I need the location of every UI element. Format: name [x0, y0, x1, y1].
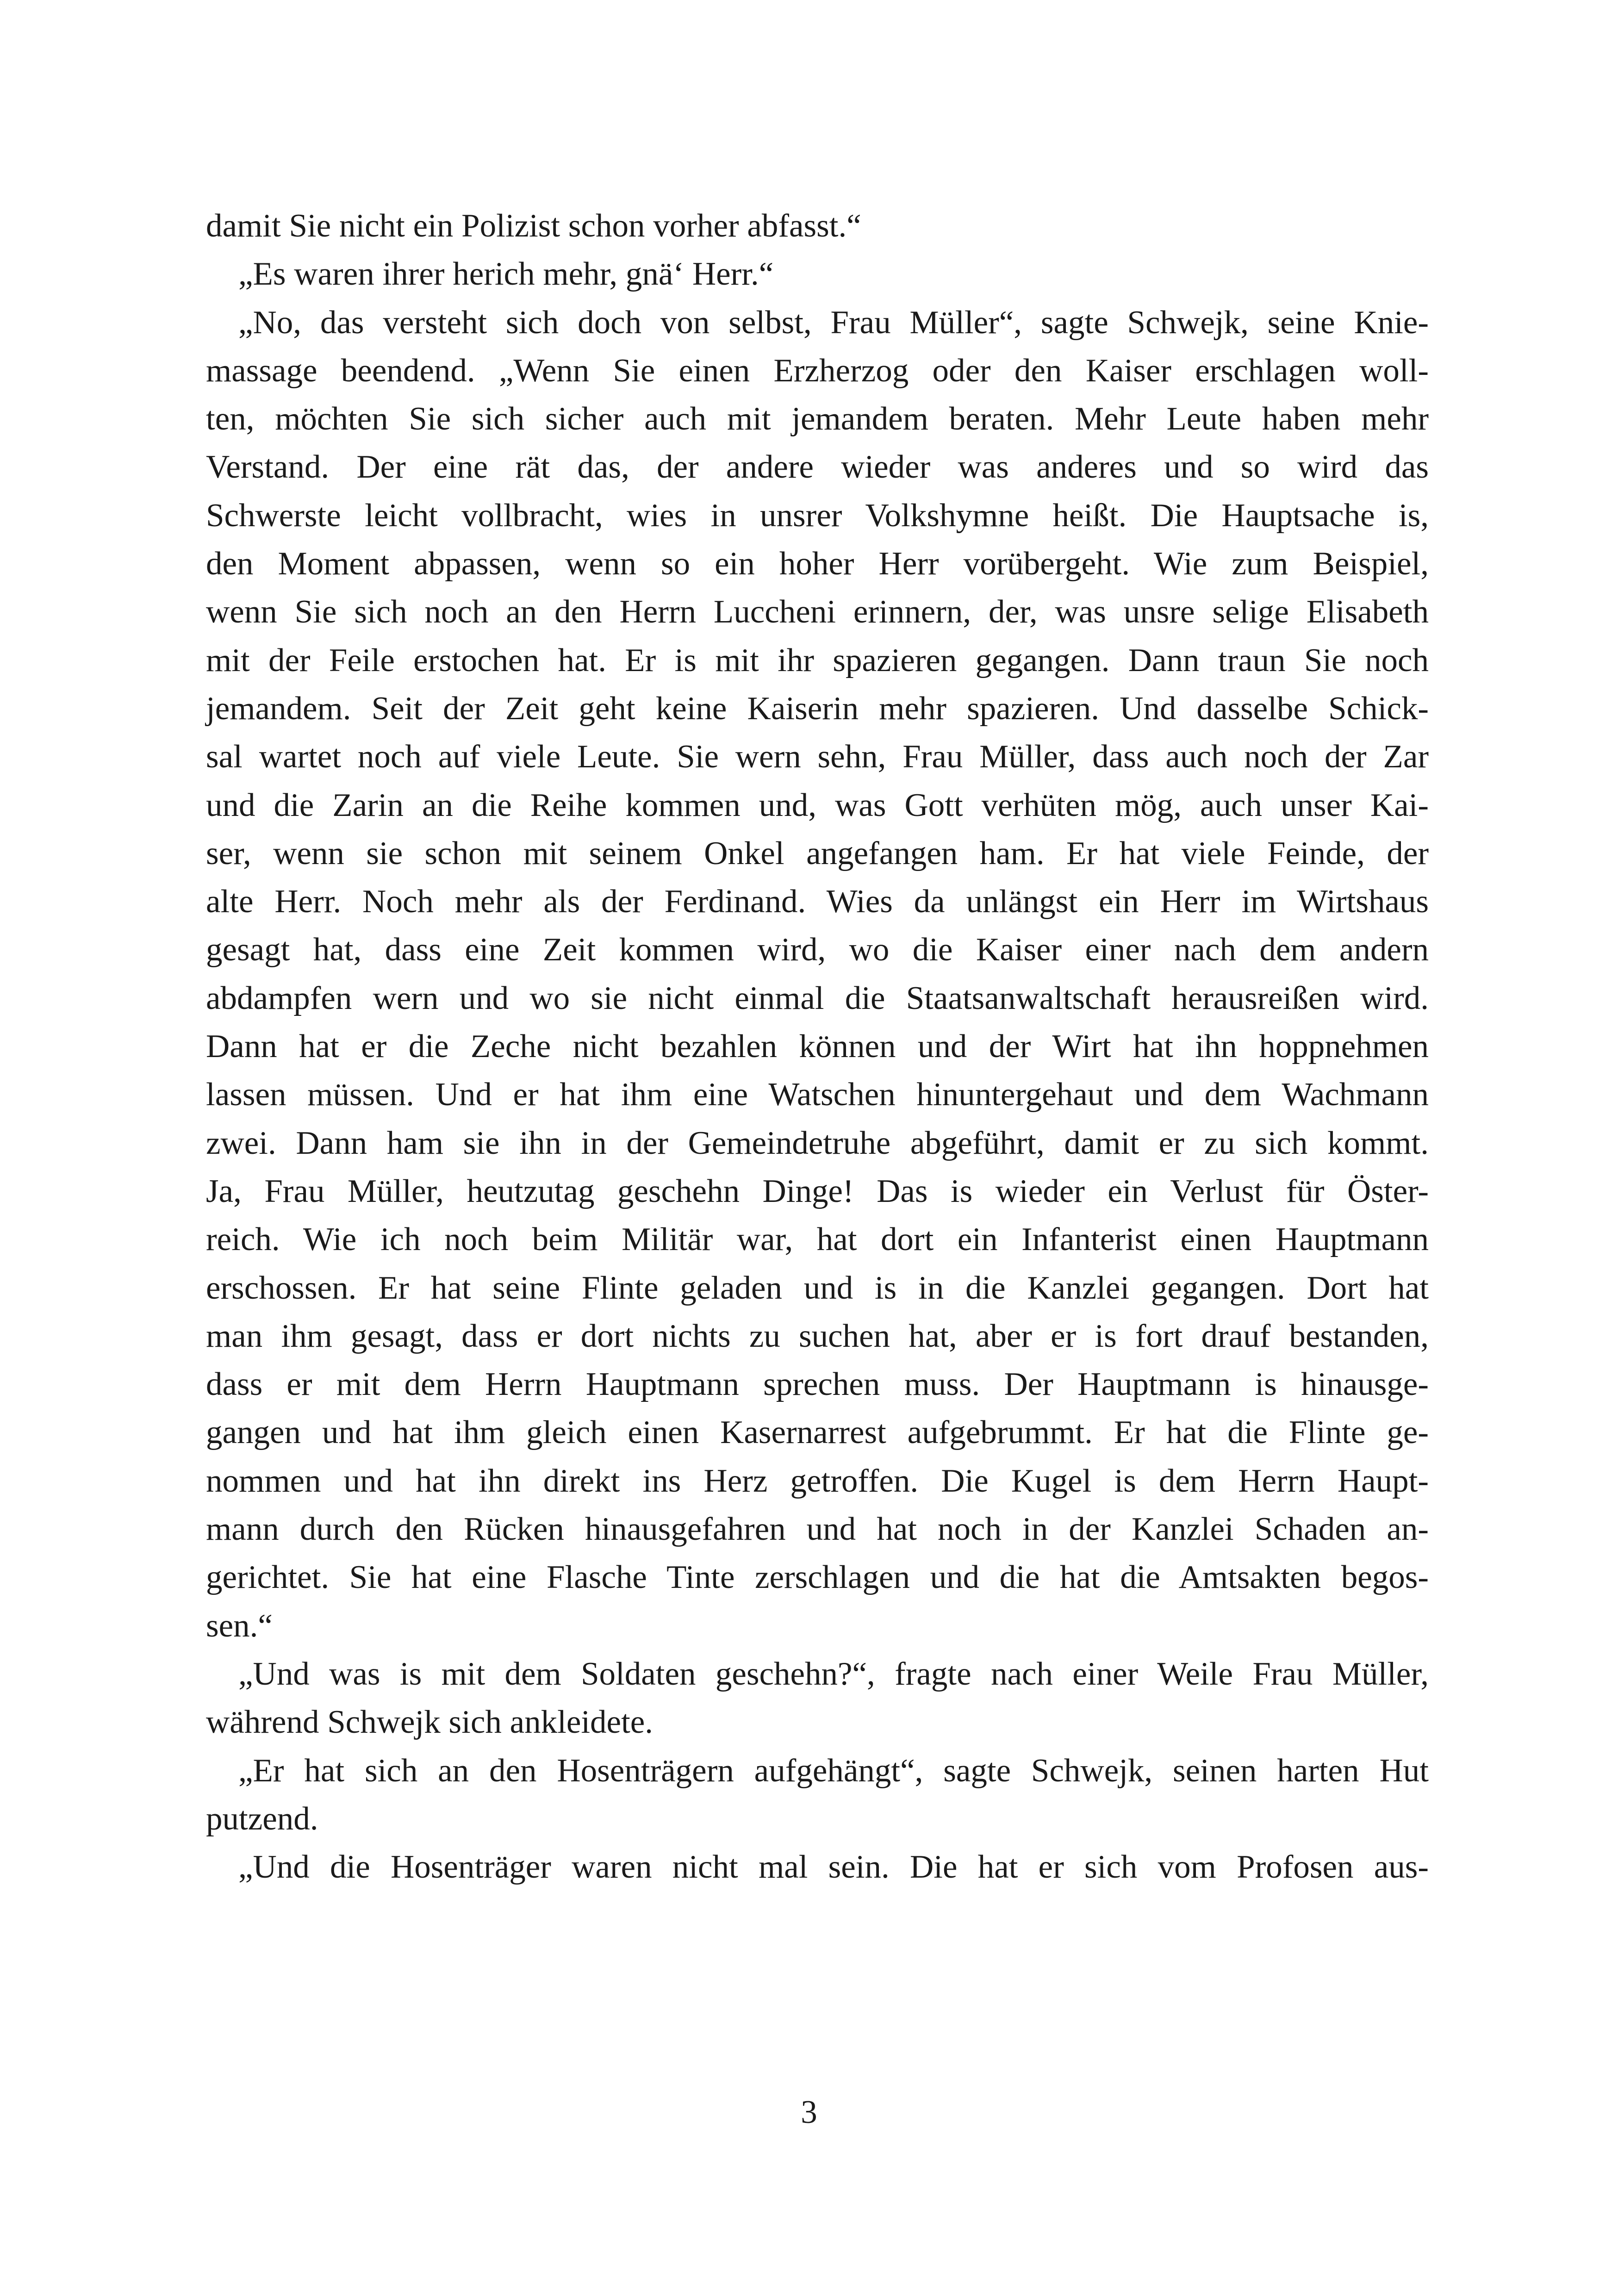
text-line: man ihm gesagt, dass er dort nichts zu suchen hat, aber er is fort drauf bestanden, [206, 1318, 1429, 1354]
text-line: „Und was is mit dem Soldaten geschehn?“, fragte nach einer Weile Frau Müller, [238, 1655, 1429, 1692]
text-line: gesagt hat, dass eine Zeit kommen wird, wo die Kaiser einer nach dem andern [206, 932, 1429, 968]
text-line: gerichtet. Sie hat eine Flasche Tinte zerschlagen und die hat die Amtsakten begos- [206, 1559, 1429, 1596]
text-line: abdampfen wern und wo sie nicht einmal die Staatsanwaltschaft herausreißen wird. [206, 980, 1429, 1016]
text-line: sal wartet noch auf viele Leute. Sie wern sehn, Frau Müller, dass auch noch der Zar [206, 739, 1429, 775]
text-line: gangen und hat ihm gleich einen Kasernarrest aufgebrummt. Er hat die Flinte ge- [206, 1414, 1429, 1451]
text-line: „Es waren ihrer herich mehr, gnä‘ Herr.“ [238, 256, 774, 292]
text-line: reich. Wie ich noch beim Militär war, hat dort ein Infanterist einen Hauptmann [206, 1221, 1429, 1258]
text-line: während Schwejk sich ankleidete. [206, 1704, 653, 1741]
page-number: 3 [801, 2094, 817, 2130]
text-line: Dann hat er die Zeche nicht bezahlen können und der Wirt hat ihn hoppnehmen [206, 1028, 1429, 1065]
text-line: „No, das versteht sich doch von selbst, Frau Müller“, sagte Schwejk, seine Knie- [238, 304, 1429, 341]
text-line: massage beendend. „Wenn Sie einen Erzherzog oder den Kaiser erschlagen woll- [206, 352, 1429, 389]
text-line: jemandem. Seit der Zeit geht keine Kaiserin mehr spazieren. Und dasselbe Schick- [206, 690, 1429, 727]
text-line: Ja, Frau Müller, heutzutag geschehn Dinge! Das is wieder ein Verlust für Öster- [206, 1173, 1429, 1209]
text-line: erschossen. Er hat seine Flinte geladen und is in die Kanzlei gegangen. Dort hat [206, 1269, 1429, 1306]
text-line: mann durch den Rücken hinausgefahren und hat noch in der Kanzlei Schaden an- [206, 1511, 1429, 1548]
text-line: Schwerste leicht vollbracht, wies in unsrer Volkshymne heißt. Die Hauptsache is, [206, 497, 1429, 534]
text-line: ser, wenn sie schon mit seinem Onkel angefangen ham. Er hat viele Feinde, der [206, 835, 1429, 871]
text-line: nommen und hat ihn direkt ins Herz getroffen. Die Kugel is dem Herrn Haupt- [206, 1462, 1429, 1499]
text-line: wenn Sie sich noch an den Herrn Luccheni erinnern, der, was unsre selige Elisabeth [206, 594, 1429, 630]
text-line: dass er mit dem Herrn Hauptmann sprechen muss. Der Hauptmann is hinausge- [206, 1366, 1429, 1403]
text-line: putzend. [206, 1800, 318, 1837]
text-line: zwei. Dann ham sie ihn in der Gemeindetruhe abgeführt, damit er zu sich kommt. [206, 1125, 1429, 1161]
text-line: und die Zarin an die Reihe kommen und, was Gott verhüten mög, auch unser Kai- [206, 787, 1429, 823]
text-line: Verstand. Der eine rät das, der andere wieder was anderes und so wird das [206, 449, 1429, 485]
text-line: ten, möchten Sie sich sicher auch mit jemandem beraten. Mehr Leute haben mehr [206, 401, 1429, 437]
text-line: alte Herr. Noch mehr als der Ferdinand. Wies da unlängst ein Herr im Wirtshaus [206, 884, 1429, 920]
text-line: „Und die Hosenträger waren nicht mal sein. Die hat er sich vom Profosen aus- [238, 1849, 1429, 1885]
text-line: mit der Feile erstochen hat. Er is mit ihr spazieren gegangen. Dann traun Sie noch [206, 642, 1429, 678]
body-text [206, 202, 1429, 1891]
text-line: lassen müssen. Und er hat ihm eine Watschen hinuntergehaut und dem Wachmann [206, 1076, 1429, 1113]
text-line: den Moment abpassen, wenn so ein hoher Herr vorübergeht. Wie zum Beispiel, [206, 546, 1429, 582]
text-line: „Er hat sich an den Hosenträgern aufgehängt“, sagte Schwejk, seinen harten Hut [238, 1752, 1429, 1789]
text-line: damit Sie nicht ein Polizist schon vorher abfasst.“ [206, 208, 861, 244]
text-line: sen.“ [206, 1607, 273, 1644]
